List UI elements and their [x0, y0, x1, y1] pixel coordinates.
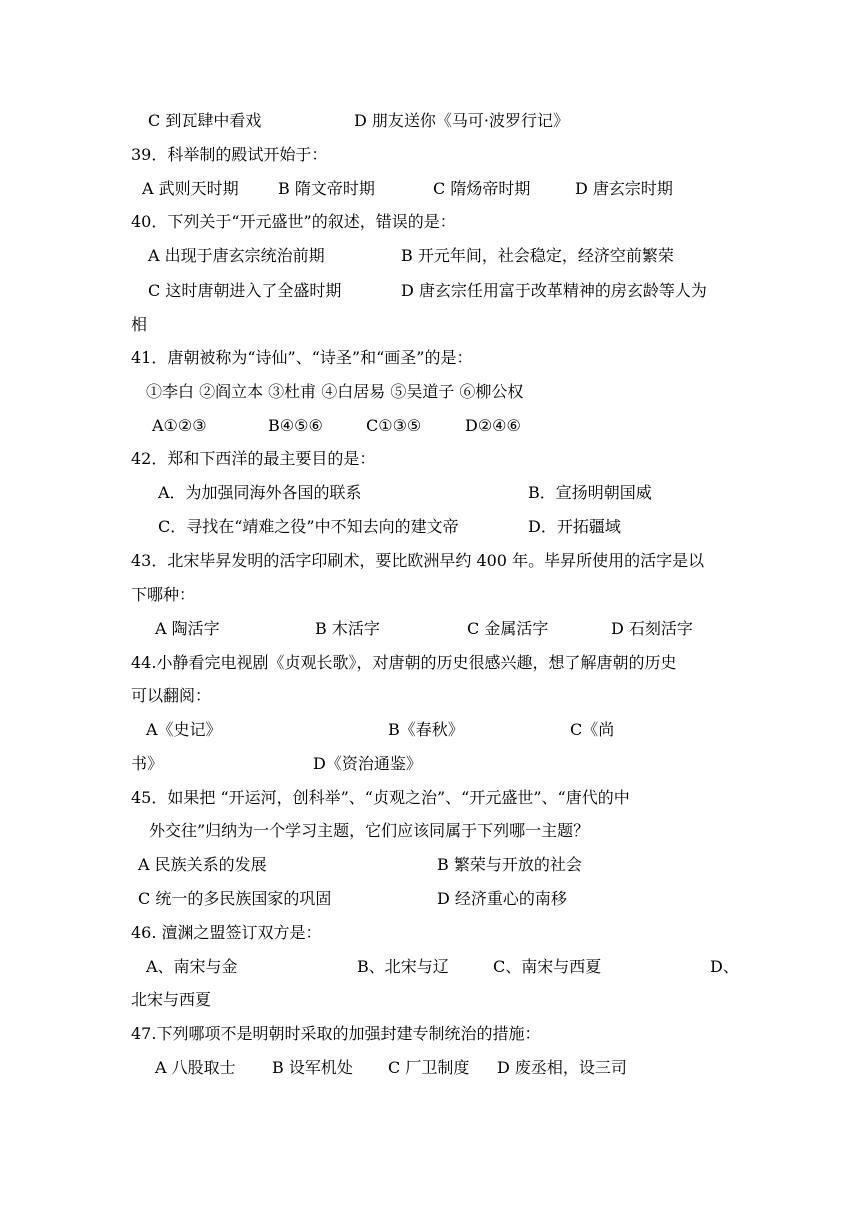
- q46-option-d: D、: [710, 957, 739, 976]
- q44-option-d: D《资治通鉴》: [313, 754, 422, 773]
- q39-option-c: C 隋炀帝时期: [433, 179, 531, 198]
- q47-option-b: B 设军机处: [272, 1058, 353, 1077]
- q41-option-d: D②④⑥: [465, 416, 521, 435]
- q46-stem: 46. 澶渊之盟签订双方是：: [131, 923, 322, 942]
- q45-option-b: B 繁荣与开放的社会: [437, 855, 582, 874]
- q40-option-d: D 唐玄宗任用富于改革精神的房玄龄等人为: [401, 281, 707, 300]
- q40-option-d-continued: 相: [131, 315, 148, 334]
- q43-stem-continued: 下哪种：: [131, 585, 196, 604]
- q45-option-c: C 统一的多民族国家的巩固: [138, 889, 332, 908]
- q40-stem: 40．下列关于“开元盛世”的叙述，错误的是：: [131, 212, 456, 231]
- q43-option-c: C 金属活字: [467, 619, 549, 638]
- q43-stem: 43．北宋毕昇发明的活字印刷术，要比欧洲早约 400 年。毕昇所使用的活字是以: [131, 551, 705, 570]
- q41-option-c: C①③⑤: [366, 416, 422, 435]
- q43-option-d: D 石刻活字: [611, 619, 693, 638]
- q45-option-a: A 民族关系的发展: [138, 855, 267, 874]
- q47-option-a: A 八股取士: [155, 1058, 236, 1077]
- q47-option-d: D 废丞相，设三司: [497, 1058, 627, 1077]
- q42-option-a: A．为加强同海外各国的联系: [158, 483, 362, 502]
- q43-option-a: A 陶活字: [155, 619, 220, 638]
- q39-stem: 39．科举制的殿试开始于：: [131, 145, 328, 164]
- q42-stem: 42．郑和下西洋的最主要目的是：: [131, 449, 376, 468]
- q42-option-d: D．开拓疆域: [528, 517, 621, 536]
- q39-option-b: B 隋文帝时期: [278, 179, 375, 198]
- q45-stem: 45．如果把 “开运河，创科举”、“贞观之治”、“开元盛世”、“唐代的中: [131, 788, 630, 807]
- q39-option-a: A 武则天时期: [142, 179, 239, 198]
- q46-option-d-continued: 北宋与西夏: [131, 990, 212, 1009]
- q46-option-a: A、南宋与金: [146, 957, 238, 976]
- q42-option-c: C．寻找在“靖难之役”中不知去向的建文帝: [158, 517, 459, 536]
- q44-stem-continued: 可以翻阅：: [131, 686, 212, 705]
- q39-option-d: D 唐玄宗时期: [575, 179, 673, 198]
- q40-option-c: C 这时唐朝进入了全盛时期: [148, 281, 342, 300]
- q41-option-b: B④⑤⑥: [268, 416, 323, 435]
- q44-option-c-continued: 书》: [131, 754, 164, 773]
- q46-option-b: B、北宋与辽: [357, 957, 449, 976]
- q44-option-b: B《春秋》: [388, 720, 464, 739]
- q43-option-b: B 木活字: [315, 619, 380, 638]
- q45-stem-continued: 外交往”归纳为一个学习主题，它们应该同属于下列哪一主题？: [149, 821, 590, 840]
- q41-stem: 41．唐朝被称为“诗仙”、“诗圣”和“画圣”的是：: [131, 348, 473, 367]
- q44-option-c: C《尚: [570, 720, 615, 739]
- q40-option-b: B 开元年间，社会稳定，经济空前繁荣: [401, 246, 674, 265]
- q46-option-c: C、南宋与西夏: [493, 957, 602, 976]
- q42-option-b: B．宣扬明朝国威: [528, 483, 652, 502]
- q45-option-d: D 经济重心的南移: [437, 889, 567, 908]
- q47-option-c: C 厂卫制度: [388, 1058, 470, 1077]
- q44-option-a: A《史记》: [146, 720, 222, 739]
- q41-option-a: A①②③: [152, 416, 207, 435]
- q47-stem: 47.下列哪项不是明朝时采取的加强封建专制统治的措施：: [131, 1024, 541, 1043]
- q38-option-c: C 到瓦肆中看戏: [148, 111, 262, 130]
- q44-stem: 44.小静看完电视剧《贞观长歌》，对唐朝的历史很感兴趣，想了解唐朝的历史: [131, 653, 677, 672]
- q38-option-d: D 朋友送你《马可·波罗行记》: [354, 111, 570, 130]
- q40-option-a: A 出现于唐玄宗统治前期: [148, 246, 325, 265]
- q41-items: ①李白 ②阎立本 ③杜甫 ④白居易 ⑤吴道子 ⑥柳公权: [146, 382, 524, 401]
